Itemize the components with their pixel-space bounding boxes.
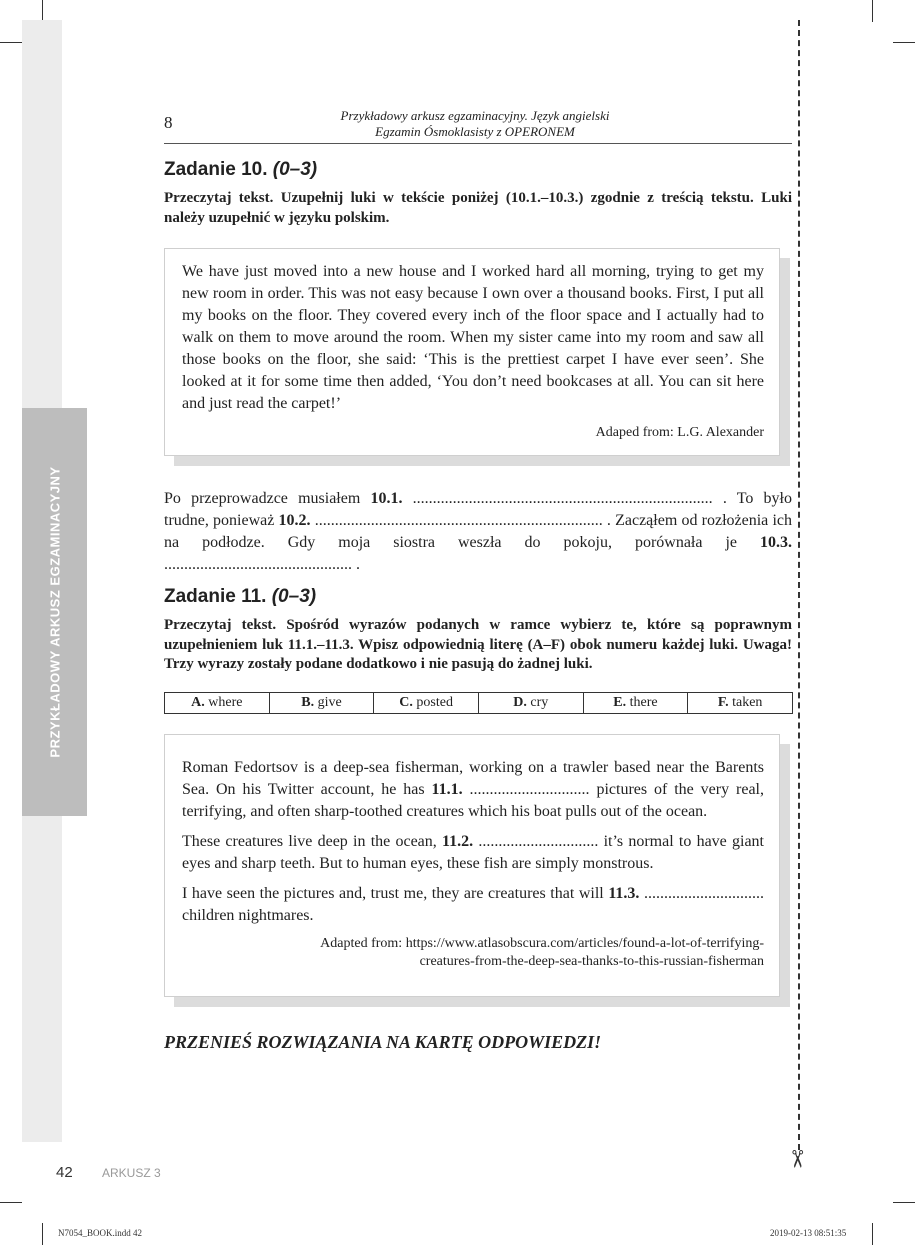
gap-label-10-2: 10.2. bbox=[278, 512, 311, 529]
fill-text: Po przeprowadzce musiałem bbox=[164, 490, 371, 507]
header-line-2: Egzamin Ósmoklasisty z OPERONEM bbox=[375, 124, 575, 139]
option-letter: F. bbox=[717, 695, 729, 710]
passage-text: These creatures live deep in the ocean, bbox=[182, 833, 442, 850]
passage-text: .............................. pictures of the very real, terrifying, and often sharp-toothed creatures which his boat pulls out of the ocean. bbox=[182, 781, 764, 820]
side-tab-label-wrap bbox=[22, 408, 87, 816]
option-d bbox=[478, 693, 583, 714]
option-letter: B. bbox=[301, 695, 315, 710]
scissors-icon: ✂ bbox=[783, 1148, 812, 1170]
gap-label-11-2: 11.2. bbox=[442, 833, 474, 850]
gap-label-11-1: 11.1. bbox=[431, 781, 463, 798]
fill-text: ........................................................................ . Zacząłem od rozłożenia ich na podłodze. Gdy moja siostra weszła do pokoju, porównała je bbox=[164, 512, 792, 551]
folio-page-number: 42 bbox=[56, 1164, 73, 1181]
gap-label-10-3: 10.3. bbox=[760, 534, 792, 551]
task10-section bbox=[164, 159, 792, 228]
option-letter: E. bbox=[613, 695, 627, 710]
task10-heading bbox=[164, 159, 792, 181]
crop-mark bbox=[872, 1223, 873, 1245]
header-rule bbox=[164, 143, 792, 144]
option-e bbox=[583, 693, 688, 714]
header-line-1: Przykładowy arkusz egzaminacyjny. Język angielski bbox=[340, 108, 610, 123]
task11-paragraph-1 bbox=[182, 757, 764, 823]
slug-filename: N7054_BOOK.indd 42 bbox=[58, 1228, 143, 1238]
option-letter: C. bbox=[399, 695, 413, 710]
task11-points: (0–3) bbox=[271, 586, 317, 607]
option-f bbox=[688, 693, 793, 714]
page-number: 8 bbox=[164, 113, 173, 132]
task11-instruction: Przeczytaj tekst. Spośród wyrazów podanych w ramce wybierz te, które są poprawnym uzupełnieniem luk 11.1.–11.3. Wpisz odpowiednią literę (A–F) obok numeru każdej luki. Uwaga! Trzy wyrazy zostały podane dodatkowo i nie pasują do żadnej luki. bbox=[164, 617, 792, 672]
task11-paragraph-2 bbox=[182, 831, 764, 875]
crop-mark bbox=[42, 0, 43, 22]
side-tab-label: PRZYKŁADOWY ARKUSZ EGZAMINACYJNY bbox=[47, 466, 62, 758]
slug-timestamp: 2019-02-13 08:51:35 bbox=[770, 1228, 847, 1238]
crop-mark bbox=[42, 1223, 43, 1245]
running-header bbox=[310, 108, 640, 140]
cut-line bbox=[798, 20, 800, 1150]
option-word: give bbox=[317, 695, 342, 710]
crop-mark bbox=[0, 42, 22, 43]
option-word: there bbox=[629, 695, 658, 710]
transfer-answers-notice: PRZENIEŚ ROZWIĄZANIA NA KARTĘ ODPOWIEDZI! bbox=[164, 1032, 602, 1052]
task11-title: Zadanie 11. bbox=[164, 586, 267, 607]
option-word: cry bbox=[530, 695, 549, 710]
option-b bbox=[269, 693, 374, 714]
passage-text: I have seen the pictures and, trust me, they are creatures that will bbox=[182, 885, 609, 902]
task11-section bbox=[164, 586, 792, 675]
task10-source: Adaped from: L.G. Alexander bbox=[595, 425, 764, 440]
crop-mark bbox=[0, 1202, 22, 1203]
crop-mark bbox=[893, 1202, 915, 1203]
task10-title: Zadanie 10. bbox=[164, 159, 268, 180]
passage-text: .............................. children nightmares. bbox=[182, 885, 765, 924]
task10-points: (0–3) bbox=[272, 159, 318, 180]
task10-passage-box bbox=[164, 248, 780, 456]
passage-text: Roman Fedortsov is a deep-sea fisherman, working on a trawler based near the Barents Sea. On his Twitter account, he has bbox=[182, 759, 764, 798]
fill-text: ............................................... . bbox=[164, 556, 360, 573]
options-table bbox=[164, 692, 793, 714]
option-word: where bbox=[208, 695, 243, 710]
gap-label-10-1: 10.1. bbox=[370, 490, 403, 507]
crop-mark bbox=[893, 42, 915, 43]
option-word: posted bbox=[416, 695, 453, 710]
option-word: taken bbox=[732, 695, 763, 710]
task10-fill-paragraph bbox=[164, 488, 792, 576]
option-letter: A. bbox=[191, 695, 205, 710]
gap-label-11-3: 11.3. bbox=[608, 885, 640, 902]
task11-heading bbox=[164, 586, 792, 608]
task11-source: Adapted from: https://www.atlasobscura.com/articles/found-a-lot-of-terrifying-creatures-from-the-deep-sea-thanks-to-this-russian-fisherman bbox=[320, 936, 764, 969]
passage-text: .............................. it’s normal to have giant eyes and sharp teeth. But to human eyes, these fish are simply monstrous. bbox=[182, 833, 764, 872]
option-letter: D. bbox=[513, 695, 527, 710]
task11-passage-box bbox=[164, 734, 780, 997]
folio-sheet-label: ARKUSZ 3 bbox=[102, 1166, 161, 1180]
option-c bbox=[374, 693, 479, 714]
crop-mark bbox=[872, 0, 873, 22]
options-row bbox=[165, 693, 793, 714]
task10-instruction: Przeczytaj tekst. Uzupełnij luki w tekście poniżej (10.1.–10.3.) zgodnie z treścią tekstu. Luki należy uzupełnić w języku polskim. bbox=[164, 190, 792, 226]
option-a bbox=[165, 693, 270, 714]
fill-text: ........................................................................... . To było trudne, ponieważ bbox=[164, 490, 792, 529]
task11-paragraph-3 bbox=[182, 883, 764, 927]
task10-passage: We have just moved into a new house and I worked hard all morning, trying to get my new room in order. This was not easy because I own over a thousand books. First, I put all my books on the floor. They covered every inch of the floor space and I actually had to walk on them to move around the room. When my sister came into my room and saw all those books on the floor, she said: ‘This is the prettiest carpet I have ever seen’. She looked at it for some time then added, ‘You don’t need bookcases at all. You can sit here and just read the carpet!’ bbox=[182, 263, 764, 412]
